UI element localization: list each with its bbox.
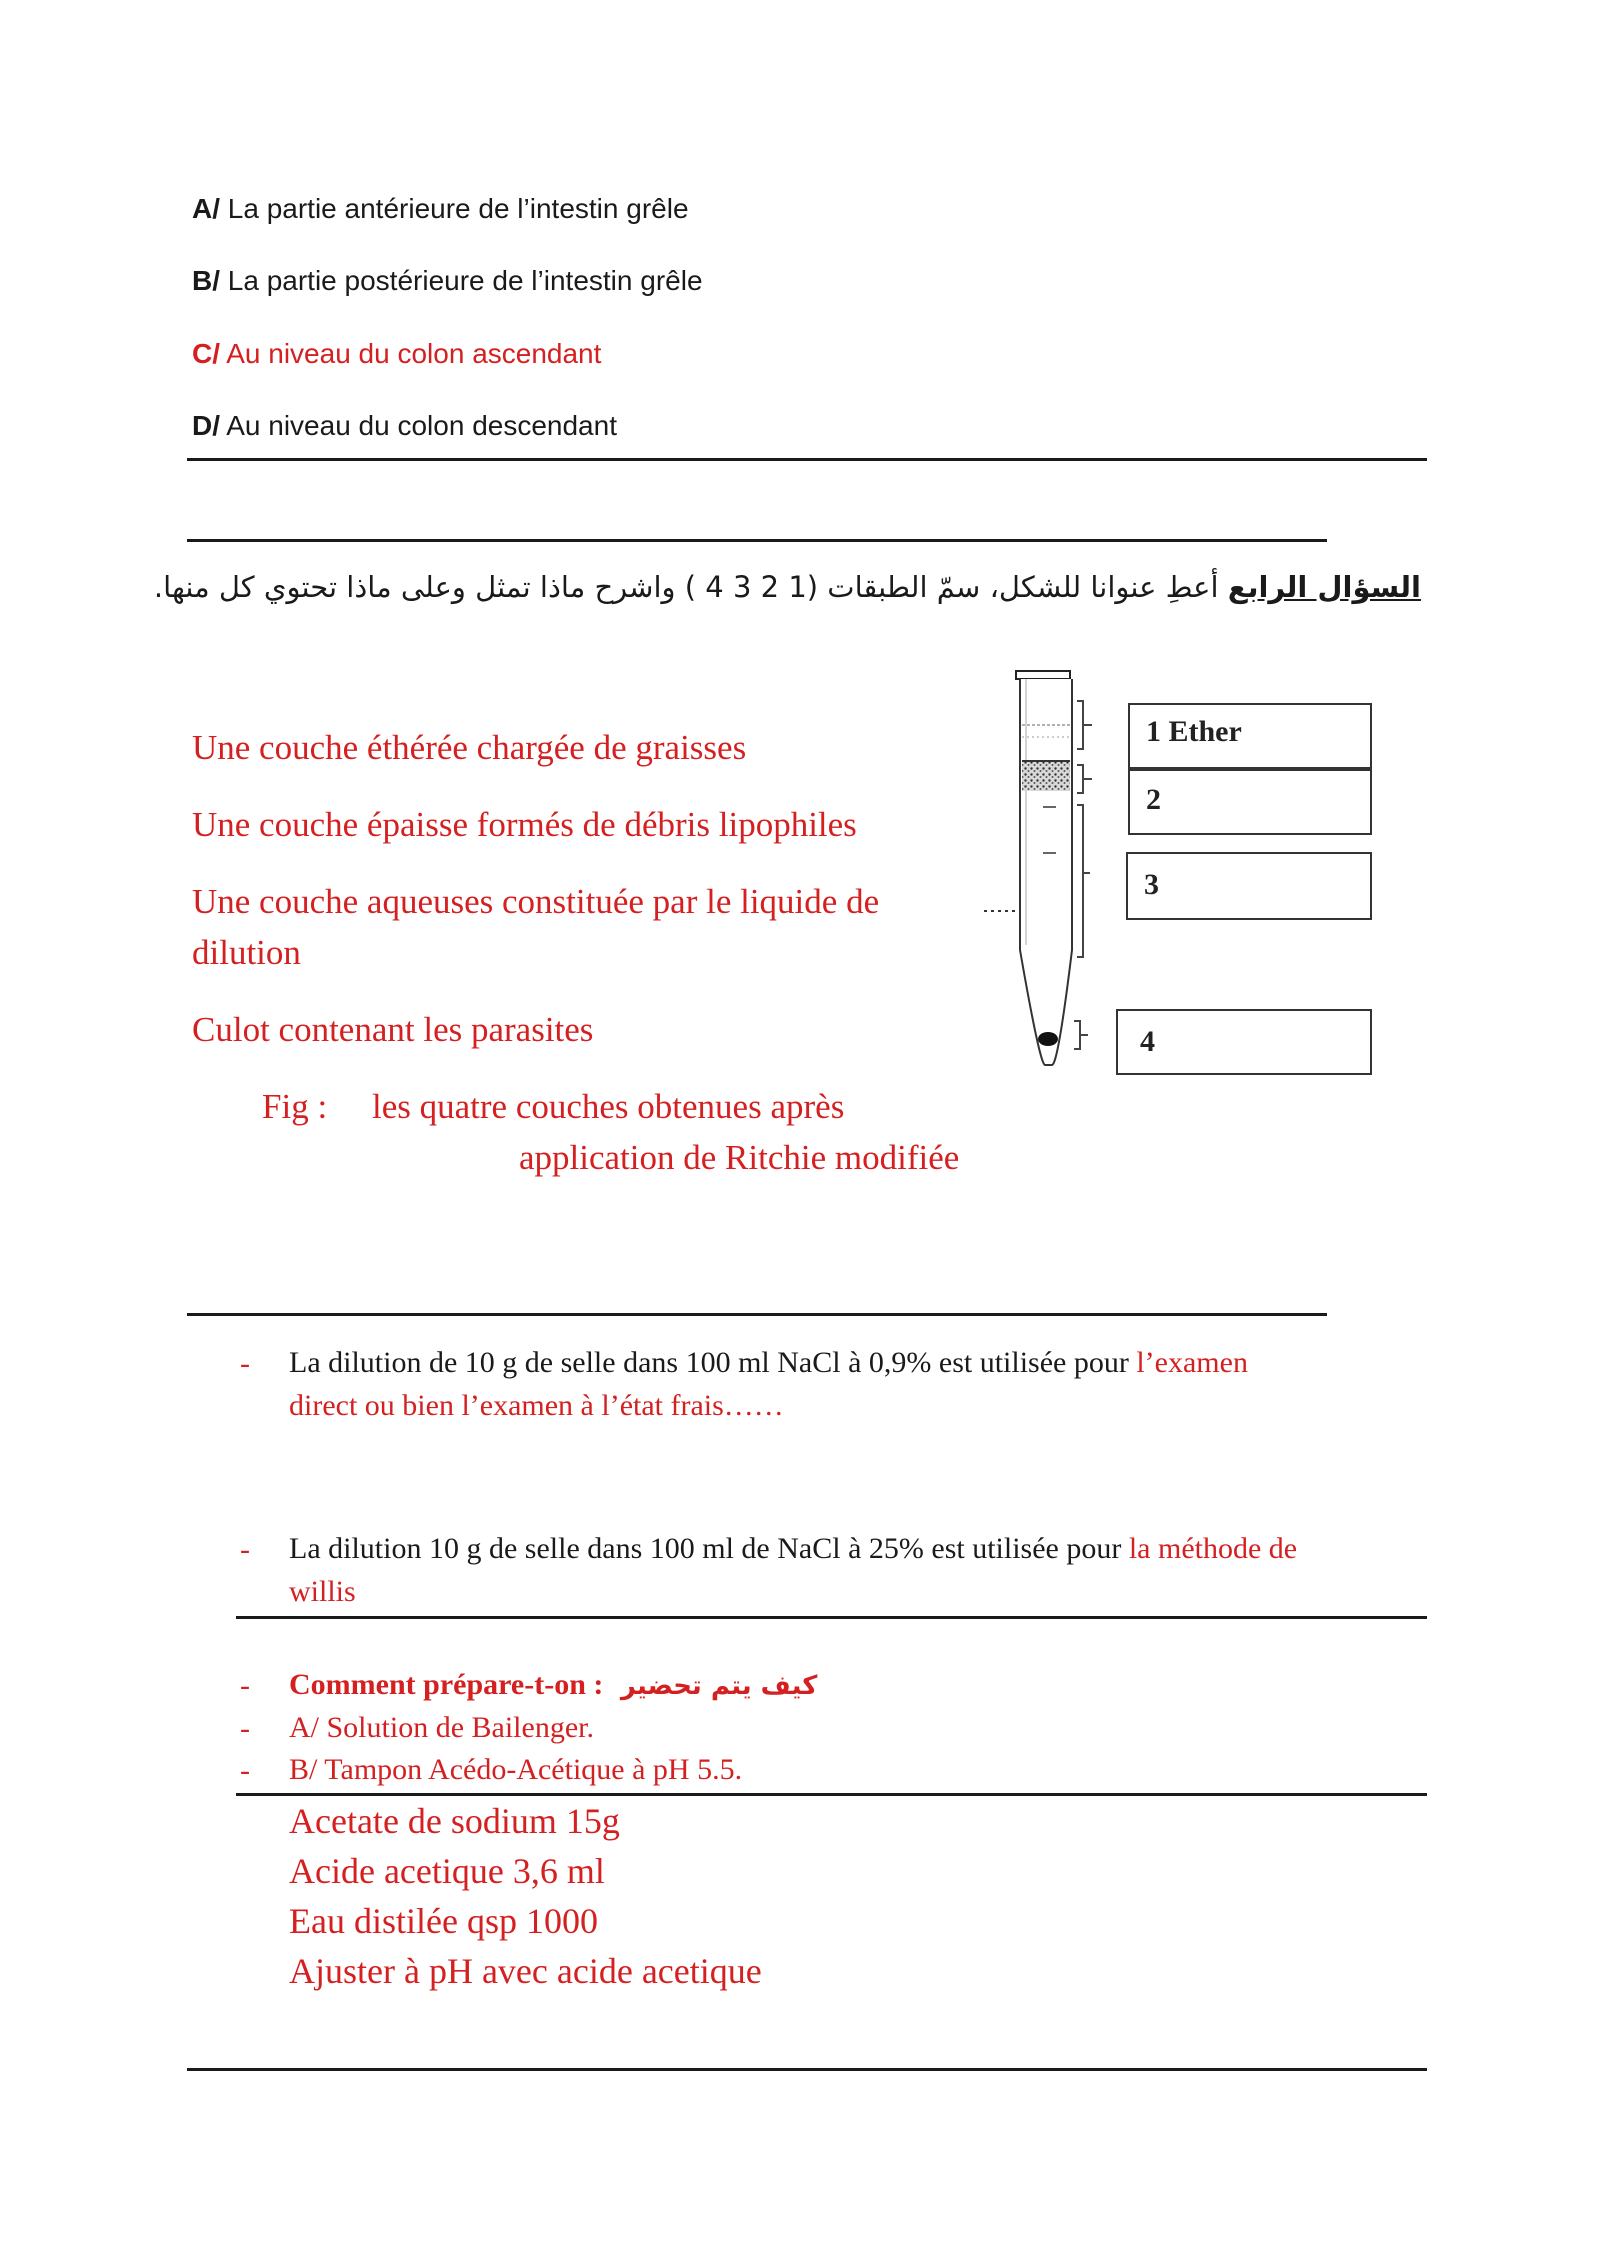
label-2: 2 <box>1146 783 1161 816</box>
recipe-line-4: Ajuster à pH avec acide acetique <box>289 1951 762 1991</box>
option-text: Au niveau du colon ascendant <box>226 338 602 369</box>
layer-2-description: Une couche épaisse formés de débris lipophiles <box>192 805 857 844</box>
label-box-4 <box>1116 1009 1372 1075</box>
option-d <box>192 410 617 442</box>
layer-3-description-cont: dilution <box>192 933 301 972</box>
bullet-dash: - <box>240 1669 250 1702</box>
dilution-1-line-1 <box>289 1341 1248 1384</box>
label-3: 3 <box>1144 868 1159 901</box>
prepare-item-b: B/ Tampon Acédo-Acétique à pH 5.5. <box>289 1753 743 1786</box>
label-box-3 <box>1126 852 1372 920</box>
option-letter: A/ <box>192 193 220 224</box>
dilution-2-answer: la méthode de <box>1121 1532 1298 1565</box>
option-a <box>192 193 689 225</box>
bullet-dash: - <box>240 1754 250 1787</box>
figure-caption-line-1: les quatre couches obtenues après <box>372 1087 845 1126</box>
dilution-1-text: La dilution de 10 g de selle dans 100 ml NaCl à 0,9% est utilisée pour <box>289 1346 1129 1379</box>
layer-3-description: Une couche aqueuses constituée par le liquide de <box>192 882 880 921</box>
label-4: 4 <box>1140 1025 1155 1058</box>
prepare-title: Comment prépare-t-on : <box>289 1668 604 1701</box>
question-4 <box>154 570 1421 604</box>
prepare-item-a: A/ Solution de Bailenger. <box>289 1711 594 1744</box>
option-b <box>192 265 703 297</box>
option-letter: B/ <box>192 265 220 296</box>
question-text: أعطِ عنوانا للشكل، سمّ الطبقات (1 2 3 4 ) واشرح ماذا تمثل وعلى ماذا تحتوي كل منها. <box>153 570 1219 604</box>
bullet-dash: - <box>240 1347 250 1380</box>
layer-1-description: Une couche éthérée chargée de graisses <box>192 728 747 767</box>
layer-4-description: Culot contenant les parasites <box>192 1010 594 1049</box>
dilution-2-line-1 <box>289 1527 1297 1570</box>
bullet-dash: - <box>240 1533 250 1566</box>
option-letter: D/ <box>192 410 220 441</box>
recipe-line-3: Eau distilée qsp 1000 <box>289 1901 598 1941</box>
figure-caption-line-2: application de Ritchie modifiée <box>519 1138 960 1177</box>
recipe-line-2: Acide acetique 3,6 ml <box>289 1851 605 1891</box>
recipe-line-1: Acetate de sodium 15g <box>289 1801 620 1841</box>
dilution-1-answer: l’examen <box>1128 1346 1248 1379</box>
label-box-2 <box>1128 769 1372 835</box>
dilution-2-text: La dilution 10 g de selle dans 100 ml de NaCl à 25% est utilisée pour <box>289 1532 1122 1565</box>
prepare-heading <box>289 1663 817 1708</box>
divider <box>236 1616 1427 1619</box>
dilution-1-line-2: direct ou bien l’examen à l’état frais…… <box>289 1389 784 1422</box>
dilution-2-line-2: willis <box>289 1575 356 1608</box>
prepare-arabic: كيف يتم تحضير <box>620 1671 818 1701</box>
option-text: Au niveau du colon descendant <box>226 410 617 441</box>
option-c <box>192 338 601 370</box>
divider <box>187 458 1427 461</box>
label-box-1 <box>1128 703 1372 769</box>
option-text: La partie antérieure de l’intestin grêle <box>227 193 689 224</box>
divider <box>187 539 1327 542</box>
figure-caption-prefix: Fig : <box>262 1087 328 1126</box>
option-text: La partie postérieure de l’intestin grêle <box>227 265 703 296</box>
divider <box>187 2068 1427 2071</box>
option-letter: C/ <box>192 338 220 369</box>
divider <box>187 1313 1327 1316</box>
question-label: السؤال الرابع <box>1227 570 1421 604</box>
label-1: 1 Ether <box>1146 715 1242 748</box>
bullet-dash: - <box>240 1712 250 1745</box>
